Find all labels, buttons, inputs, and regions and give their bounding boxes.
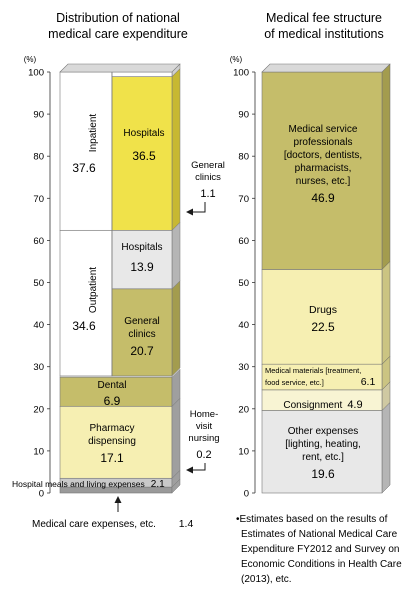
footnote-line-1: •Estimates based on the results of	[236, 514, 388, 525]
medical-professionals-value: 46.9	[311, 191, 335, 205]
right-y-axis	[233, 68, 255, 500]
right-tick-label-90: 90	[238, 109, 249, 121]
right-tick-label-30: 30	[238, 362, 249, 374]
footnote	[236, 514, 402, 585]
inpatient-group-label: Inpatient	[88, 113, 99, 153]
footnote-line-5: (2013), etc.	[241, 574, 292, 585]
right-tick-label-60: 60	[238, 235, 249, 247]
general-clinics-outpatient-value: 20.7	[130, 344, 154, 358]
left-col2-side-0	[172, 281, 180, 376]
home-visit-pointer	[192, 463, 205, 470]
right-segment-3	[262, 269, 382, 364]
left-col2-side-1	[172, 222, 180, 289]
medical-materials-value: 6.1	[360, 376, 376, 388]
other-expenses-value: 19.6	[311, 467, 335, 481]
dental-value: 6.9	[103, 394, 121, 408]
general-clinics-outpatient-label-2: clinics	[128, 329, 156, 340]
left-tick-label-60: 60	[33, 235, 44, 247]
dental-label: Dental	[97, 380, 127, 391]
home-visit-label-1: Home-	[189, 409, 219, 420]
general-clinics-inpatient-label-1: General	[191, 160, 225, 171]
medical-materials-label-2: food service, etc.]	[265, 378, 324, 387]
drugs-value: 22.5	[311, 320, 335, 334]
home-visit-value: 0.2	[196, 449, 212, 461]
left-y-axis	[28, 68, 50, 500]
left-tick-label-100: 100	[28, 67, 44, 79]
other-expenses-label-2: [lighting, heating,	[285, 439, 361, 450]
footnote-line-3: Expenditure FY2012 and Survey on	[241, 544, 400, 555]
general-clinics-outpatient-label-1: General	[124, 316, 160, 327]
outpatient-group-label: Outpatient	[88, 266, 99, 314]
hospitals-inpatient-label: Hospitals	[123, 128, 165, 139]
left-tick-label-20: 20	[33, 404, 44, 416]
hospitals-outpatient-value: 13.9	[130, 260, 154, 274]
outpatient-group-value: 34.6	[72, 319, 96, 333]
pharmacy-label-1: Pharmacy	[89, 423, 135, 434]
left-tick-label-70: 70	[33, 193, 44, 205]
medical-professionals-label-5: nurses, etc.]	[295, 176, 351, 187]
medical-professionals-label-1: Medical service	[288, 124, 358, 135]
right-tick-label-0: 0	[243, 488, 249, 500]
medical-professionals-label-2: professionals	[293, 137, 353, 148]
drugs-label: Drugs	[308, 304, 338, 316]
footnote-line-2: Estimates of National Medical Care	[241, 529, 398, 540]
right-tick-label-100: 100	[233, 67, 249, 79]
other-expenses-label-1: Other expenses	[287, 426, 359, 437]
right-tick-label-10: 10	[238, 446, 249, 458]
medical-materials-label-1: Medical materials [treatment,	[265, 366, 362, 375]
general-clinics-inpatient-value: 1.1	[200, 188, 216, 200]
general-clinics-arrowhead	[186, 209, 193, 216]
medical-professionals-label-3: [doctors, dentists,	[283, 150, 363, 161]
medical-care-expenses-label: Medical care expenses, etc.	[32, 519, 156, 530]
medical-care-expenses-arrowhead	[115, 496, 122, 503]
hospital-meals-label: Hospital meals and living expenses 2.1	[12, 479, 165, 490]
right-tick-label-40: 40	[238, 320, 249, 332]
pharmacy-label-2: dispensing	[88, 436, 136, 447]
right-tick-label-70: 70	[238, 193, 249, 205]
left-unit-label: (%)	[23, 55, 37, 64]
right-tick-label-50: 50	[238, 278, 249, 289]
left-tick-label-50: 50	[33, 278, 44, 289]
general-clinics-inpatient-label-2: clinics	[195, 172, 221, 183]
consignment-label: Consignment 4.9	[283, 399, 363, 411]
left-bar-top	[60, 64, 180, 72]
left-outpatient-group	[60, 230, 112, 376]
hospitals-outpatient-label: Hospitals	[121, 242, 163, 253]
left-tick-label-10: 10	[33, 446, 44, 458]
left-tick-label-40: 40	[33, 320, 44, 332]
inpatient-group-value: 37.6	[72, 161, 96, 175]
general-clinics-pointer	[192, 202, 205, 212]
medical-care-expenses-value: 1.4	[178, 518, 194, 530]
home-visit-label-2: visit	[195, 421, 213, 432]
right-top	[262, 64, 390, 72]
left-col2-side-2	[172, 69, 180, 231]
home-visit-label-3: nursing	[188, 433, 220, 444]
left-tick-label-80: 80	[33, 151, 44, 163]
right-tick-label-20: 20	[238, 404, 249, 416]
right-side-4	[382, 64, 390, 269]
right-chart-title-line1: Medical fee structure	[265, 11, 383, 25]
left-tick-label-0: 0	[38, 488, 44, 500]
right-tick-label-80: 80	[238, 151, 249, 163]
left-tick-label-90: 90	[33, 109, 44, 121]
left-chart-title-line2: medical care expenditure	[48, 27, 188, 41]
home-visit-arrowhead	[186, 467, 193, 474]
left-tick-label-30: 30	[33, 362, 44, 374]
other-expenses-label-3: rent, etc.]	[302, 452, 344, 463]
left-inpatient-group	[60, 72, 112, 230]
right-unit-label: (%)	[229, 55, 243, 64]
footnote-line-4: Economic Conditions in Health Care	[241, 559, 402, 570]
pharmacy-value: 17.1	[100, 451, 124, 465]
left-chart-title-line1: Distribution of national	[56, 11, 180, 25]
right-side-3	[382, 261, 390, 364]
right-side-0	[382, 402, 390, 493]
left-wide-side-2	[172, 398, 180, 478]
hospitals-inpatient-value: 36.5	[132, 149, 156, 163]
medical-professionals-label-4: pharmacists,	[294, 163, 352, 174]
left-col2-segment-3	[112, 72, 172, 77]
right-chart-title-line2: of medical institutions	[264, 27, 384, 41]
